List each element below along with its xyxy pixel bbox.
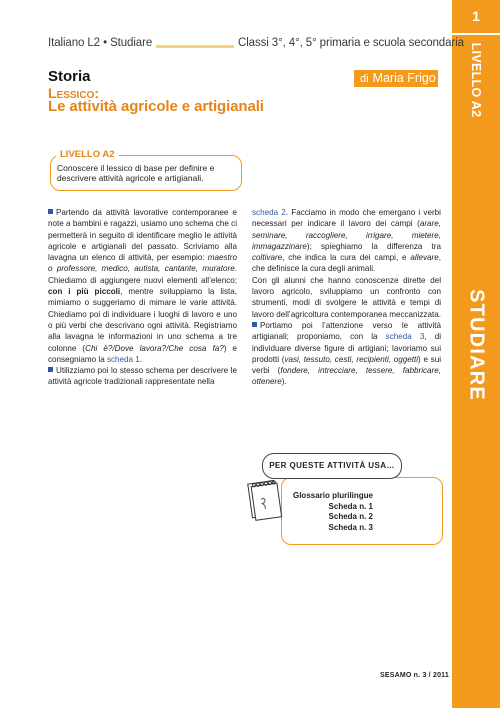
- page-number: 1: [472, 8, 480, 24]
- text-run: Con gli alunni che hanno conoscenze dirette del lavoro agricolo, sviluppiamo un confronto con strumenti, modi di svolgere le attività e tempi di lavoro dell’agricoltura contemporanea meccanizzata.: [252, 275, 441, 319]
- column-text: [252, 207, 441, 388]
- header-rule: [156, 45, 234, 48]
- resource-item: Scheda n. 1: [328, 501, 373, 511]
- article-subtitle: Le attività agricole e artigianali: [48, 98, 264, 115]
- text-run: coltivare: [252, 253, 283, 263]
- text-run: maestro o professore, medico, autista, cantante, muratore: [48, 253, 237, 274]
- resource-item: Scheda n. 2: [328, 512, 373, 521]
- subtitle-label: Lessico:: [48, 85, 100, 101]
- text-run: . Facciamo in modo che emergano i verbi necessari per indicare il lavoro dei campi (: [252, 208, 441, 229]
- text-run: . Chiediamo di aggiungere nuovi elementi all’elenco;: [48, 264, 237, 285]
- resource-item: Scheda n. 3: [328, 522, 373, 532]
- author-badge: [354, 70, 438, 87]
- objective-text: Conoscere il lessico di base per definire e descrivere attività agricole e artigianali.: [57, 163, 215, 183]
- text-run: Portiamo poi l’attenzione verso le attività artigianali; proponiamo, con la: [252, 320, 441, 342]
- text-run: Utilizziamo poi lo stesso schema per descrivere le attività agricole tradizionali rappresentate nella: [48, 366, 237, 387]
- side-level-label: LIVELLO A2: [469, 42, 483, 118]
- text-run: ) e sui verbi (: [252, 354, 441, 376]
- article-title: Storia: [48, 68, 91, 85]
- text-run: arare, seminare, raccogliere, irrigare, mietere, immagazzinare: [252, 219, 441, 251]
- text-run: allevare: [410, 253, 439, 263]
- text-run: fondere, intrecciare, tessere, fabbricare, ottenere: [252, 366, 441, 387]
- notebook-icon: [244, 475, 284, 523]
- side-divider: [452, 33, 500, 35]
- bullet-icon: [48, 209, 53, 214]
- text-run: ).: [281, 377, 287, 387]
- header-subject: Italiano L2 • Studiare: [48, 37, 153, 49]
- header-classes: Classi 3°, 4°, 5° primaria e scuola secondaria: [238, 37, 464, 49]
- text-run: vasi, tessuto, cesti, recipienti, oggetti: [284, 354, 419, 364]
- worksheet-reference: scheda 1: [106, 354, 140, 364]
- issue-footer: SESAMO n. 3 / 2011: [380, 672, 449, 679]
- text-run: Partendo da attività lavorative contemporanee e note a bambini e ragazzi, usiamo uno schema che ci permetterà in seguito di identificare meglio le attività agricole e artigianali del passato. Scriviamo alla lavagna un elenco di attività, per esempio:: [48, 208, 237, 263]
- text-run: , che indica la cura dei campi, e: [282, 253, 411, 263]
- text-run: ) e consegniamo la: [48, 343, 237, 364]
- bullet-icon: [252, 322, 257, 327]
- author-prefix: di: [360, 73, 369, 85]
- worksheet-reference: scheda 3: [385, 332, 425, 342]
- resources-bubble: PER QUESTE ATTIVITÀ USA…: [262, 453, 402, 479]
- worksheet-reference: scheda 2: [252, 208, 286, 217]
- body-column-2: [252, 207, 441, 388]
- resource-item: Glossario plurilingue: [292, 491, 373, 500]
- column-text: [48, 207, 237, 388]
- text-run: Chi è?/Dove lavora?/Che cosa fa?: [85, 343, 224, 353]
- bullet-icon: [48, 367, 53, 372]
- side-section-label: STUDIARE: [465, 289, 488, 401]
- objective-level-tag: LIVELLO A2: [56, 149, 119, 160]
- text-run: ); spieghiamo la differenza tra: [306, 241, 441, 251]
- text-run: .: [139, 354, 143, 364]
- text-run: , che definisce la cura degli animali.: [252, 253, 441, 274]
- text-run: con i più piccoli: [48, 287, 121, 297]
- author-name: Maria Frigo: [372, 71, 436, 85]
- body-column-1: [48, 207, 237, 388]
- text-run: , mentre sviluppiamo la lista, mimiamo o suggeriamo di mimare le varie attività. Chiediamo poi di individuare i luoghi di lavoro e uno o più verbi che descrivano ogni attività. Registriamo alla lavagna le informazioni in uno schema a tre colonne (: [48, 287, 237, 353]
- resources-list: [289, 491, 373, 533]
- text-run: , di individuare diverse figure di artigiani; lavoriamo sui prodotti (: [252, 332, 441, 364]
